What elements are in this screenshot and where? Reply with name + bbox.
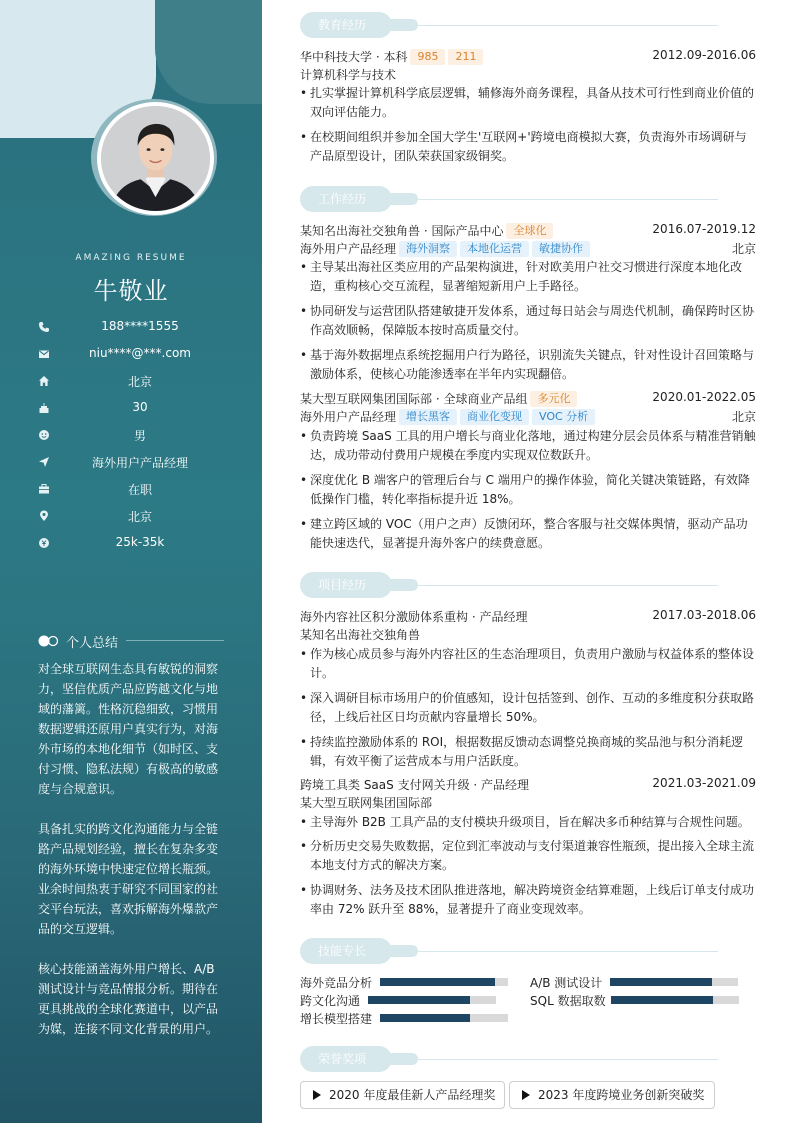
info-value: 30 [132,400,148,414]
info-value: niu****@***.com [89,346,191,360]
list-item: • 作为核心成员参与海外内容社区的生态治理项目，负责用户激励与权益体系的整体设计。 [300,645,756,683]
skill-bar [380,1014,508,1022]
salary-icon [38,537,50,549]
phone-icon [38,321,50,333]
skill-bar-fill [380,1014,470,1022]
skill-label: SQL 数据取数 [530,994,606,1008]
info-salary [0,534,262,554]
education-period: 2012.09-2016.06 [652,48,756,62]
education-header [300,48,756,66]
school-name: 华中科技大学 · 本科 [300,50,408,64]
list-item: • 协调财务、法务及技术团队推进落地，解决跨境资金结算难题，上线后订单支付成功率由 72% 跃升至 88%，显著提升了商业变现效率。 [300,881,756,919]
skill-bar [611,996,739,1004]
info-email [0,345,262,365]
project-org: 某大型互联网集团国际部 [300,796,433,810]
section-skills [300,938,756,964]
list-item: • 主导海外 B2B 工具产品的支付模块升级项目，旨在解决多币种结算与合规性问题。 [300,813,756,832]
job-city: 北京 [731,410,756,424]
job-header [300,390,756,408]
award-label: 2020 年度最佳新人产品经理奖 [329,1088,496,1102]
avatar-portrait [101,106,210,211]
skill-bar [610,978,738,986]
job-company: 某大型互联网集团国际部 · 全球商业产品组 [300,392,528,406]
info-gender [0,426,262,446]
section-title: 项目经历 [300,572,392,598]
skill-label: 跨文化沟通 [300,994,361,1008]
sidebar [0,0,262,1123]
cake-icon [38,402,50,414]
award-item [509,1081,715,1109]
project-header [300,776,756,794]
role-tag: 海外洞察 [399,241,457,257]
divider [418,951,718,952]
skill-bar [380,978,508,986]
info-value: 北京 [127,510,152,524]
project-name: 跨境工具类 SaaS 支付网关升级 · 产品经理 [300,778,530,792]
project-period: 2017.03-2018.06 [652,608,756,622]
role-tag: VOC 分析 [532,409,595,425]
project-org-row [300,626,756,644]
project-org-row [300,794,756,812]
gender-icon [38,429,50,441]
avatar [97,102,214,215]
section-title: 教育经历 [300,12,392,38]
divider [126,640,224,641]
project-period: 2021.03-2021.09 [652,776,756,790]
info-position [0,453,262,473]
role-tag: 增长黑客 [399,409,457,425]
info-age [0,399,262,419]
summary-heading [38,632,224,650]
info-status [0,480,262,500]
info-value: 男 [133,429,146,443]
school-tag: 211 [448,49,483,65]
job-period: 2020.01-2022.05 [652,390,756,404]
summary-paragraph: 核心技能涵盖海外用户增长、A/B测试设计与竞品情报分析。期待在更具挑战的全球化赛道中，以产品为媒，连接不同文化背景的用户。 [38,962,219,1036]
role-tag: 商业化变现 [460,409,529,425]
section-title: 荣誉奖项 [300,1046,392,1072]
resume-tagline: AMAZING RESUME [75,253,187,263]
email-icon [38,348,50,360]
role-tag: 敏捷协作 [532,241,590,257]
info-value: 北京 [127,375,152,389]
skill-bar [368,996,496,1004]
list-item: • 负责跨境 SaaS 工具的用户增长与商业化落地，通过构建分层会员体系与精准营销触达，成功带动付费用户规模在季度内实现双位数跃升。 [300,427,756,465]
info-home [0,372,262,392]
section-education [300,12,756,38]
divider [418,585,718,586]
award-item [300,1081,505,1109]
divider [418,199,718,200]
skill-bar-fill [610,978,712,986]
job-period: 2016.07-2019.12 [652,222,756,236]
section-title: 技能专长 [300,938,392,964]
section-title: 工作经历 [300,186,392,212]
divider [418,25,718,26]
list-item: • 深入调研目标市场用户的价值感知，设计包括签到、创作、互动的多维度积分获取路径，上线后社区日均贡献内容量增长 50%。 [300,689,756,727]
company-tag: 全球化 [506,223,553,239]
section-awards [300,1046,756,1072]
list-item: • 深度优化 B 端客户的管理后台与 C 端用户的操作体验，简化关键决策链路，有效降低操作门槛，转化率指标提升近 18%。 [300,471,756,509]
list-item: • 主导某出海社区类应用的产品架构演进，针对欧美用户社交习惯进行深度本地化改造，重构核心交互流程，显著缩短新用户上手路径。 [300,258,756,296]
list-item: • 建立跨区域的 VOC（用户之声）反馈闭环，整合客服与社交媒体舆情，驱动产品功能快速迭代，显著提升海外客户的续费意愿。 [300,515,756,553]
skill-label: A/B 测试设计 [530,976,603,990]
role-tag: 本地化运营 [460,241,529,257]
job-header [300,222,756,240]
skill-label: 海外竞品分析 [300,976,373,990]
send-icon [38,456,50,468]
skill-bar-fill [380,978,495,986]
project-org: 某知名出海社交独角兽 [300,628,421,642]
info-value: 在职 [127,483,152,497]
play-icon [522,1090,530,1100]
skill-bar-fill [368,996,470,1004]
project-name: 海外内容社区积分激励体系重构 · 产品经理 [300,610,528,624]
summary-paragraph: 对全球互联网生态具有敏锐的洞察力，坚信优质产品应跨越文化与地域的藩篱。性格沉稳细致，习惯用数据逻辑还原用户真实行为，对海外市场的本地化细节（如时区、支付习惯、隐私法规）有极高的敏感度与合规意识。 [38,662,219,796]
job-role: 海外用户产品经理 [300,242,397,256]
skill-bar-fill [611,996,713,1004]
list-item: • 分析历史交易失败数据，定位到汇率波动与支付渠道兼容性瓶颈，提出接入全球主流本地支付方式的解决方案。 [300,837,756,875]
play-icon [313,1090,321,1100]
list-item: • 在校期间组织并参加全国大学生'互联网+'跨境电商模拟大赛，负责海外市场调研与产品原型设计，团队荣获国家级铜奖。 [300,128,756,166]
job-company: 某知名出海社交独角兽 · 国际产品中心 [300,224,504,238]
briefcase-icon [38,483,50,495]
list-item: • 持续监控激励体系的 ROI，根据数据反馈动态调整兑换商城的奖品池与积分消耗逻辑，有效平衡了运营成本与用户活跃度。 [300,733,756,771]
info-location [0,507,262,527]
divider [418,1059,718,1060]
section-work [300,186,756,212]
list-item: • 基于海外数据埋点系统挖掘用户行为路径，识别流失关键点，针对性设计召回策略与激励体系，使核心功能渗透率在半年内实现翻倍。 [300,346,756,384]
info-value: 25k-35k [115,535,165,549]
summary-title: 个人总结 [66,636,119,651]
company-tag: 多元化 [530,391,577,407]
school-tag: 985 [410,49,445,65]
project-header [300,608,756,626]
circles-icon [38,635,60,647]
candidate-name: 牛敬业 [93,277,169,305]
education-major-row [300,66,756,84]
decorative-shape [155,0,262,104]
job-city: 北京 [731,242,756,256]
location-icon [38,510,50,522]
list-item: • 协同研发与运营团队搭建敏捷开发体系，通过每日站会与周迭代机制，确保跨时区协作高效顺畅，保障版本按时高质量交付。 [300,302,756,340]
job-role: 海外用户产品经理 [300,410,397,424]
summary-paragraph: 具备扎实的跨文化沟通能力与全链路产品规划经验，擅长在复杂多变的海外环境中快速定位增长瓶颈。业余时间热衷于研究不同国家的社交平台玩法，喜欢拆解海外爆款产品的交互逻辑。 [38,822,219,936]
job-role-row [300,240,756,258]
info-phone [0,318,262,338]
education-major: 计算机科学与技术 [300,68,397,82]
skill-label: 增长模型搭建 [300,1012,373,1026]
section-projects [300,572,756,598]
info-value: 188****1555 [101,319,179,333]
job-role-row [300,408,756,426]
award-label: 2023 年度跨境业务创新突破奖 [538,1088,705,1102]
home-icon [38,375,50,387]
info-value: 海外用户产品经理 [91,456,188,470]
list-item: • 扎实掌握计算机科学底层逻辑，辅修海外商务课程，具备从技术可行性到商业价值的双向评估能力。 [300,84,756,122]
